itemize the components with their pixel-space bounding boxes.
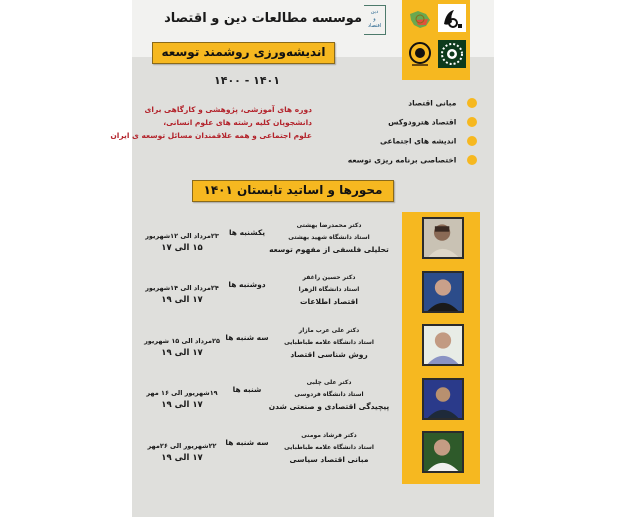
professor-photos bbox=[402, 212, 480, 484]
religion-economy-logo-icon bbox=[364, 5, 386, 35]
topic-label: اقتصاد هترودوکس bbox=[388, 117, 457, 127]
partner-logos bbox=[402, 0, 470, 80]
course-row bbox=[132, 377, 402, 427]
course-day: سه شنبه ها bbox=[225, 333, 269, 342]
professor-photo-1 bbox=[422, 217, 464, 259]
course-hours: ۱۷ الی ۱۹ bbox=[161, 348, 203, 358]
course-day: سه شنبه ها bbox=[225, 438, 269, 447]
professor-info bbox=[264, 272, 394, 308]
program-description bbox=[110, 103, 312, 142]
course-hours: ۱۵ الی ۱۷ bbox=[161, 243, 203, 253]
logo-text-line: اقتصاد bbox=[367, 23, 382, 29]
course-hours: ۱۷ الی ۱۹ bbox=[161, 453, 203, 463]
iran-map-logo-icon bbox=[406, 6, 434, 34]
topic-item bbox=[337, 93, 477, 112]
professor-photo-3 bbox=[422, 324, 464, 366]
professor-photo-4 bbox=[422, 378, 464, 420]
course-dates: ۲۵مرداد الی ۱۵ شهریور bbox=[144, 337, 220, 345]
professor-photo-2 bbox=[422, 271, 464, 313]
professor-affiliation: استاد دانشگاه علامه طباطبایی bbox=[284, 339, 374, 346]
course-title: اقتصاد اطلاعات bbox=[299, 297, 358, 306]
description-line: علوم اجتماعی و همه علاقمندان مسائل توسعه ی ایران bbox=[110, 131, 312, 140]
professor-affiliation: استاد دانشگاه شهید بهشتی bbox=[288, 234, 370, 241]
bullet-dot-icon bbox=[467, 155, 477, 165]
course-row bbox=[132, 220, 402, 270]
course-row bbox=[132, 430, 402, 480]
professor-info bbox=[264, 220, 394, 256]
bullet-dot-icon bbox=[467, 98, 477, 108]
course-schedule bbox=[132, 387, 232, 411]
professor-name: دکتر محمدرضا بهشتی bbox=[296, 222, 362, 229]
course-row bbox=[132, 272, 402, 322]
academic-years: ۱۴۰۰ - ۱۴۰۱ bbox=[214, 74, 280, 87]
bullet-dot-icon bbox=[467, 117, 477, 127]
topics-list bbox=[337, 93, 477, 169]
professor-name: دکتر علی عرب مازار bbox=[298, 327, 360, 334]
topic-label: اختصاصی برنامه ریزی توسعه bbox=[347, 155, 457, 165]
gear-logo-icon bbox=[438, 40, 466, 68]
professor-name: دکتر فرشاد مومنی bbox=[301, 432, 357, 439]
course-dates: ۱۹شهریور الی ۱۶ مهر bbox=[146, 389, 218, 397]
professor-affiliation: استاد دانشگاه فردوسی bbox=[294, 391, 364, 398]
circular-emblem-logo-icon bbox=[406, 40, 434, 68]
course-day: دوشنبه ها bbox=[228, 280, 266, 289]
organization-title: موسسه مطالعات دین و اقتصاد bbox=[164, 11, 362, 26]
course-title: پیچیدگی اقتصادی و صنعتی شدن bbox=[268, 402, 390, 411]
professor-affiliation: استاد دانشگاه الزهرا bbox=[298, 286, 360, 293]
course-dates: ۲۲شهریور الی ۲۶مهر bbox=[147, 442, 217, 450]
topic-item bbox=[337, 112, 477, 131]
professor-name: دکتر حسین راغفر bbox=[302, 274, 356, 281]
course-schedule bbox=[132, 440, 232, 464]
description-line: دانشجویان کلیه رشته های علوم انسانی، bbox=[163, 118, 312, 127]
course-hours: ۱۷ الی ۱۹ bbox=[161, 400, 203, 410]
main-title-banner: اندیشه‌ورزی روشمند توسعه bbox=[152, 42, 335, 64]
calligraphy-logo-icon bbox=[438, 4, 466, 32]
course-schedule bbox=[132, 335, 232, 359]
topic-item bbox=[337, 150, 477, 169]
course-day: یکشنبه ها bbox=[228, 228, 266, 237]
course-day: شنبه ها bbox=[232, 385, 262, 394]
professor-info bbox=[264, 377, 394, 413]
course-title: روش شناسی اقتصاد bbox=[290, 350, 368, 359]
professor-info bbox=[264, 430, 394, 466]
course-hours: ۱۷ الی ۱۹ bbox=[161, 295, 203, 305]
logo-text-line: و bbox=[373, 16, 376, 22]
course-schedule bbox=[132, 282, 232, 306]
professor-info bbox=[264, 325, 394, 361]
course-dates: ۲۴مرداد الی ۱۴شهریور bbox=[145, 284, 219, 292]
course-title: تحلیلی فلسفی از مفهوم توسعه bbox=[269, 245, 389, 254]
topic-item bbox=[337, 131, 477, 150]
poster bbox=[110, 0, 494, 517]
section-banner: محورها و اساتید تابستان ۱۴۰۱ bbox=[192, 180, 394, 202]
course-dates: ۲۳مرداد الی ۱۲شهریور bbox=[145, 232, 219, 240]
topic-label: مبانی اقتصاد bbox=[408, 98, 457, 108]
course-title: مبانی اقتصاد سیاسی bbox=[289, 455, 369, 464]
description-line: دوره های آموزشی، پژوهشی و کارگاهی برای bbox=[144, 105, 312, 114]
logo-text-line: دین bbox=[370, 9, 379, 15]
course-schedule bbox=[132, 230, 232, 254]
professor-name: دکتر علی چلبی bbox=[306, 379, 352, 386]
professor-affiliation: استاد دانشگاه علامه طباطبایی bbox=[284, 444, 374, 451]
course-row bbox=[132, 325, 402, 375]
bullet-dot-icon bbox=[467, 136, 477, 146]
professor-photo-5 bbox=[422, 431, 464, 473]
topic-label: اندیشه های اجتماعی bbox=[379, 136, 457, 146]
